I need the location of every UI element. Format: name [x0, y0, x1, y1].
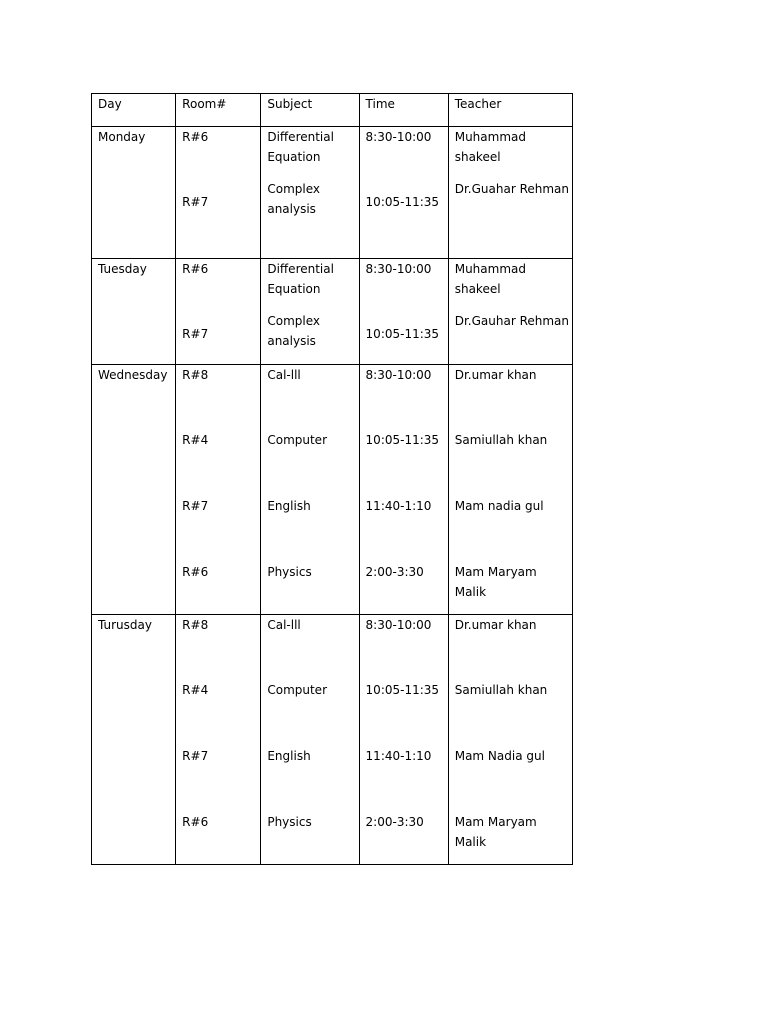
teacher-cell	[448, 365, 572, 615]
room-text: R#8	[182, 618, 209, 632]
room-text: R#4	[182, 433, 209, 447]
room-cell	[176, 127, 261, 259]
room-text: R#6	[182, 262, 209, 276]
teacher-text: Mam Maryam Malik	[454, 815, 537, 849]
header-teacher	[448, 94, 572, 127]
room-text: R#8	[182, 368, 209, 382]
day-label: Tuesday	[98, 262, 147, 276]
day-row-wednesday	[92, 365, 573, 615]
teacher-text: Muhammad shakeel	[454, 262, 526, 296]
day-cell	[92, 365, 176, 615]
room-text: R#6	[182, 815, 209, 829]
time-cell	[359, 127, 448, 259]
header-subject	[261, 94, 359, 127]
subject-cell	[261, 365, 359, 615]
room-text: R#6	[182, 130, 209, 144]
teacher-text: Samiullah khan	[454, 433, 548, 447]
teacher-text: Dr.Gauhar Rehman	[454, 314, 570, 328]
day-row-tuesday	[92, 259, 573, 365]
room-text: R#7	[182, 499, 209, 513]
header-teacher-label: Teacher	[454, 97, 502, 111]
day-cell	[92, 615, 176, 865]
subject-text: Cal-lll	[267, 368, 301, 382]
teacher-text: Samiullah khan	[454, 683, 548, 697]
subject-text: Physics	[267, 565, 312, 579]
time-text: 11:40-1:10	[365, 499, 432, 513]
timetable	[91, 93, 573, 865]
time-text: 8:30-10:00	[365, 368, 432, 382]
time-cell	[359, 259, 448, 365]
room-text: R#6	[182, 565, 209, 579]
teacher-text: Muhammad shakeel	[454, 130, 526, 164]
time-text: 2:00-3:30	[365, 565, 424, 579]
subject-text: Complex analysis	[267, 182, 320, 216]
header-subject-label: Subject	[267, 97, 313, 111]
teacher-text: Mam Nadia gul	[454, 749, 545, 763]
day-label: Monday	[98, 130, 146, 144]
day-label: Wednesday	[98, 368, 168, 382]
subject-text: Computer	[267, 433, 327, 447]
subject-text: English	[267, 749, 311, 763]
teacher-cell	[448, 127, 572, 259]
time-text: 10:05-11:35	[365, 195, 440, 209]
subject-text: Complex analysis	[267, 314, 320, 348]
header-row	[92, 94, 573, 127]
header-room-label: Room#	[182, 97, 227, 111]
day-row-monday	[92, 127, 573, 259]
timetable-body	[92, 127, 573, 865]
time-text: 10:05-11:35	[365, 433, 440, 447]
room-text: R#7	[182, 749, 209, 763]
subject-text: Differential Equation	[267, 262, 334, 296]
time-text: 11:40-1:10	[365, 749, 432, 763]
time-text: 8:30-10:00	[365, 130, 432, 144]
time-cell	[359, 365, 448, 615]
time-text: 10:05-11:35	[365, 683, 440, 697]
room-text: R#4	[182, 683, 209, 697]
header-room	[176, 94, 261, 127]
room-cell	[176, 365, 261, 615]
time-text: 2:00-3:30	[365, 815, 424, 829]
teacher-text: Dr.umar khan	[454, 368, 537, 382]
subject-text: Computer	[267, 683, 327, 697]
day-cell	[92, 127, 176, 259]
subject-text: Differential Equation	[267, 130, 334, 164]
subject-text: Cal-lll	[267, 618, 301, 632]
header-time	[359, 94, 448, 127]
room-text: R#7	[182, 195, 209, 209]
time-text: 8:30-10:00	[365, 262, 432, 276]
time-text: 8:30-10:00	[365, 618, 432, 632]
time-cell	[359, 615, 448, 865]
subject-cell	[261, 127, 359, 259]
teacher-text: Dr.umar khan	[454, 618, 537, 632]
header-day-label: Day	[98, 97, 122, 111]
teacher-text: Mam Maryam Malik	[454, 565, 537, 599]
day-cell	[92, 259, 176, 365]
day-label: Turusday	[98, 618, 152, 632]
subject-text: Physics	[267, 815, 312, 829]
time-text: 10:05-11:35	[365, 327, 440, 341]
subject-cell	[261, 615, 359, 865]
header-day	[92, 94, 176, 127]
subject-text: English	[267, 499, 311, 513]
teacher-text: Dr.Guahar Rehman	[454, 182, 570, 196]
room-text: R#7	[182, 327, 209, 341]
day-row-turusday	[92, 615, 573, 865]
room-cell	[176, 615, 261, 865]
header-time-label: Time	[365, 97, 395, 111]
teacher-text: Mam nadia gul	[454, 499, 544, 513]
teacher-cell	[448, 259, 572, 365]
room-cell	[176, 259, 261, 365]
subject-cell	[261, 259, 359, 365]
teacher-cell	[448, 615, 572, 865]
